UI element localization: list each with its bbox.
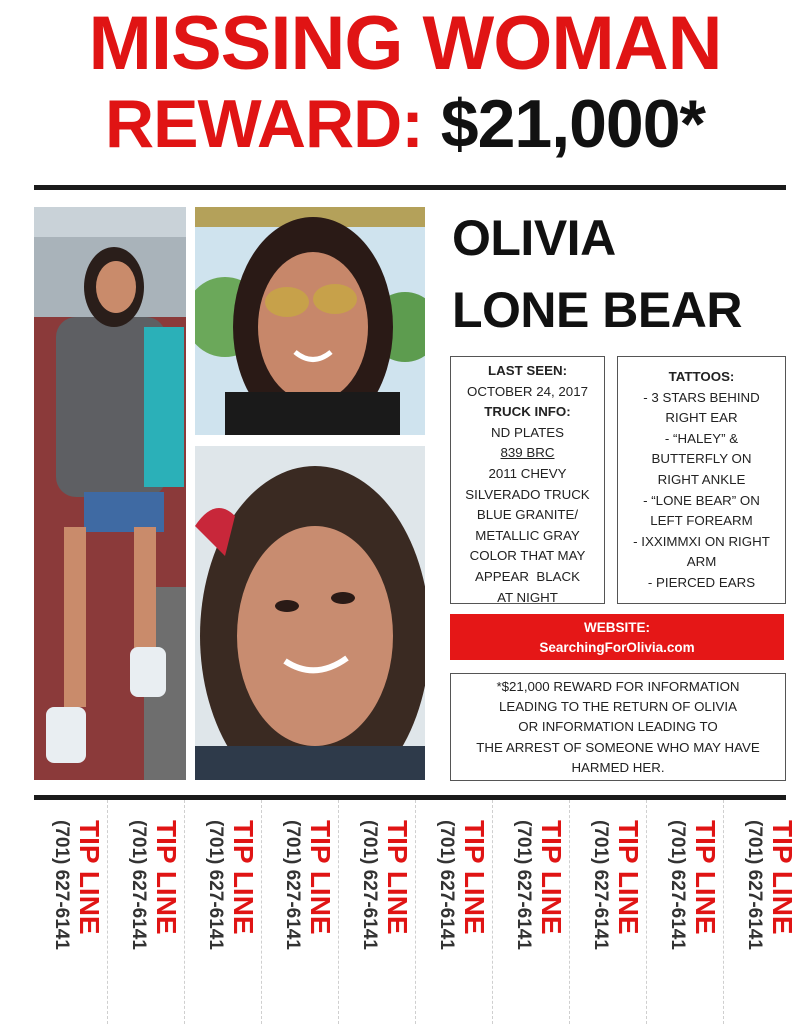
- reward-heading: [0, 86, 810, 162]
- truck-info-heading: TRUCK INFO:: [484, 404, 571, 420]
- tattoo-line: - 3 STARS BEHIND: [643, 389, 760, 405]
- tip-line-tab[interactable]: [261, 800, 339, 1024]
- tip-line-tab[interactable]: [107, 800, 185, 1024]
- truck-info-line: 2011 CHEVY: [488, 465, 567, 481]
- tattoos-box: [617, 356, 786, 604]
- reward-note-box: [450, 673, 786, 781]
- tip-line-phone: (701) 627-6141: [435, 820, 457, 950]
- last-name: LONE BEAR: [452, 282, 742, 338]
- reward-amount: $21,000*: [440, 86, 706, 162]
- tip-line-label: TIP LINE: [381, 820, 413, 935]
- tattoo-line: ARM: [686, 554, 717, 570]
- tattoo-line: - “LONE BEAR” ON: [643, 492, 760, 508]
- website-banner[interactable]: [450, 614, 784, 660]
- tattoo-line: - PIERCED EARS: [647, 574, 756, 590]
- truck-plate-number: 839 BRC: [500, 445, 555, 461]
- top-divider: [34, 185, 786, 190]
- truck-info-line: BLUE GRANITE/: [476, 507, 579, 523]
- photo-full-body: [34, 207, 186, 780]
- truck-info-line: SILVERADO TRUCK: [465, 486, 590, 502]
- website-label: WEBSITE:: [584, 620, 650, 635]
- tip-line-phone: (701) 627-6141: [127, 820, 149, 950]
- truck-info-line: AT NIGHT: [497, 589, 558, 605]
- tip-line-tab[interactable]: [184, 800, 262, 1024]
- poster-title: MISSING WOMAN: [88, 1, 722, 86]
- tip-line-label: TIP LINE: [458, 820, 490, 935]
- tip-line-phone: (701) 627-6141: [512, 820, 534, 950]
- tip-line-tab[interactable]: [415, 800, 493, 1024]
- tattoo-line: LEFT FOREARM: [650, 513, 753, 529]
- reward-label: REWARD:: [104, 86, 423, 162]
- truck-info-line: COLOR THAT MAY: [469, 548, 586, 564]
- tattoo-line: BUTTERFLY ON: [651, 451, 752, 467]
- tattoo-line: RIGHT ANKLE: [657, 471, 746, 487]
- tip-line-label: TIP LINE: [689, 820, 721, 935]
- tip-line-tab[interactable]: [646, 800, 724, 1024]
- tip-line-label: TIP LINE: [304, 820, 336, 935]
- tip-line-tab[interactable]: [30, 800, 108, 1024]
- tip-line-label: TIP LINE: [73, 820, 105, 935]
- tip-line-tab[interactable]: [492, 800, 570, 1024]
- truck-info-line: ND PLATES: [491, 424, 564, 440]
- tattoo-line: RIGHT EAR: [665, 410, 738, 426]
- tip-line-tab[interactable]: [569, 800, 647, 1024]
- last-seen-box: [450, 356, 605, 604]
- tip-line-label: TIP LINE: [535, 820, 567, 935]
- tip-line-phone: (701) 627-6141: [743, 820, 765, 950]
- reward-note-line: OR INFORMATION LEADING TO: [518, 719, 718, 735]
- tip-line-label: TIP LINE: [150, 820, 182, 935]
- tattoo-line: - “HALEY” &: [664, 430, 739, 446]
- tip-line-phone: (701) 627-6141: [281, 820, 303, 950]
- reward-note-line: HARMED HER.: [571, 759, 665, 775]
- tip-line-tab[interactable]: [338, 800, 416, 1024]
- tip-line-label: TIP LINE: [227, 820, 259, 935]
- tip-line-tab[interactable]: [723, 800, 800, 1024]
- last-seen-date: OCTOBER 24, 2017: [467, 383, 588, 399]
- tattoos-heading: TATTOOS:: [668, 369, 735, 384]
- photo-sunglasses: [195, 207, 425, 435]
- reward-note-line: *$21,000 REWARD FOR INFORMATION: [496, 679, 740, 694]
- tip-line-phone: (701) 627-6141: [589, 820, 611, 950]
- website-link[interactable]: SearchingForOlivia.com: [539, 640, 695, 655]
- tip-line-phone: (701) 627-6141: [358, 820, 380, 950]
- first-name: OLIVIA: [452, 210, 616, 266]
- tip-line-label: TIP LINE: [612, 820, 644, 935]
- truck-info-line: METALLIC GRAY: [475, 527, 580, 543]
- truck-info-line: APPEAR BLACK: [475, 568, 580, 584]
- tip-line-label: TIP LINE: [766, 820, 798, 935]
- tip-line-phone: (701) 627-6141: [50, 820, 72, 950]
- reward-note-line: LEADING TO THE RETURN OF OLIVIA: [499, 699, 737, 715]
- tattoo-line: - IXXIMMXI ON RIGHT: [633, 533, 770, 549]
- last-seen-heading: LAST SEEN:: [487, 363, 568, 378]
- tip-line-phone: (701) 627-6141: [204, 820, 226, 950]
- tip-line-phone: (701) 627-6141: [666, 820, 688, 950]
- reward-note-line: THE ARREST OF SOMEONE WHO MAY HAVE: [476, 739, 760, 755]
- photo-closeup: [195, 446, 425, 780]
